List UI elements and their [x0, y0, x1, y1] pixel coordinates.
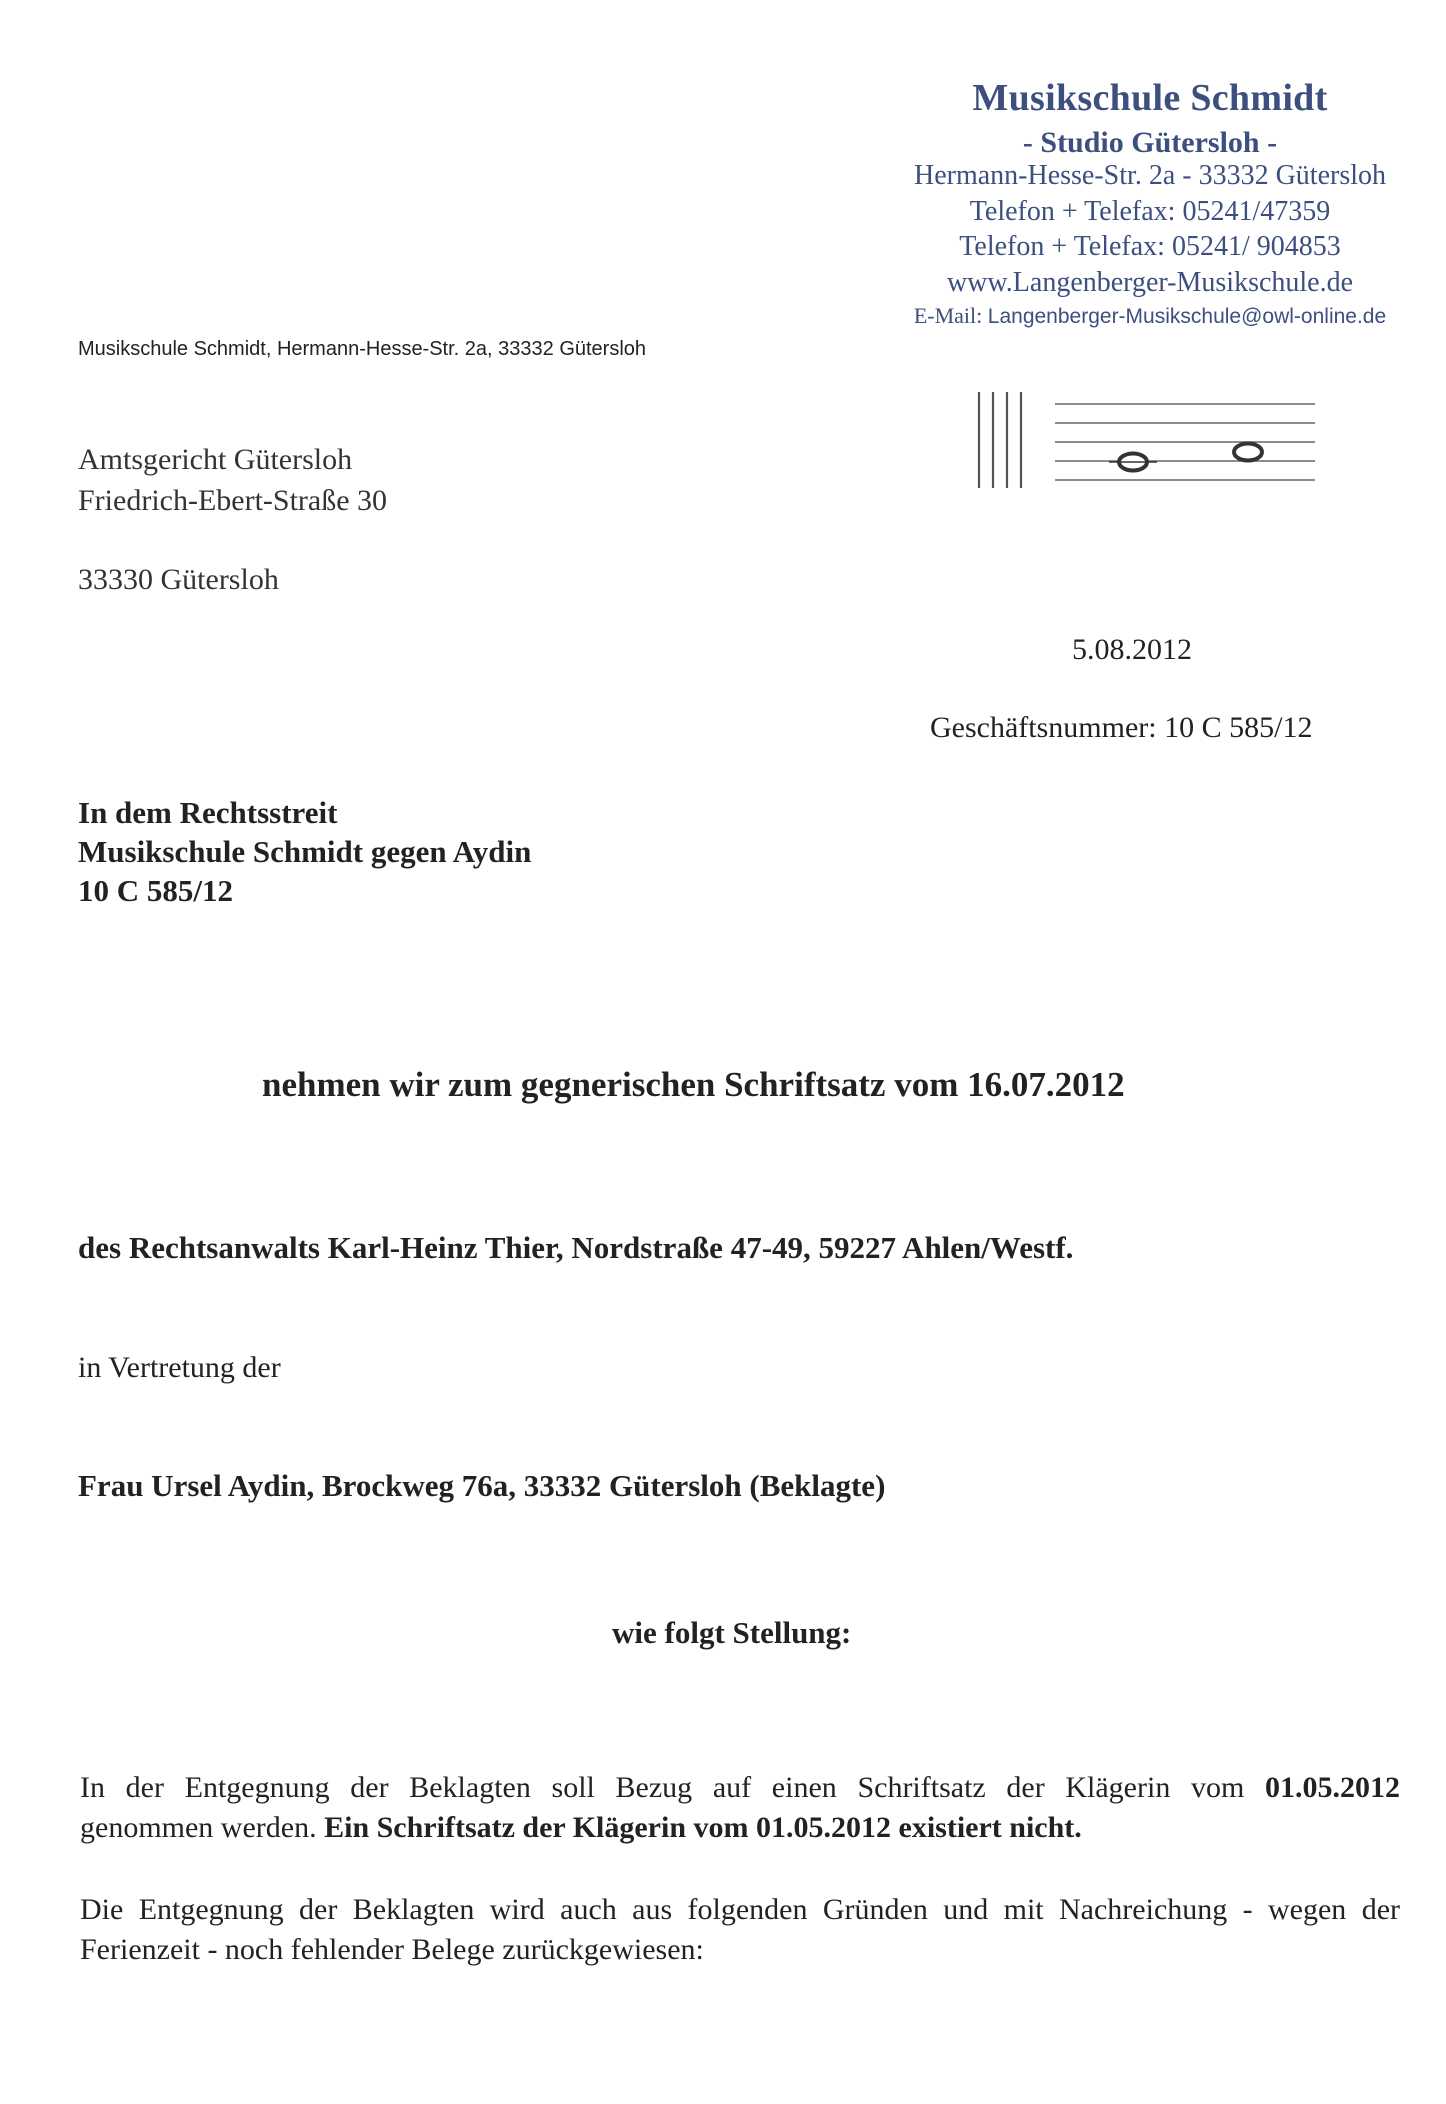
school-website: www.Langenberger-Musikschule.de	[946, 267, 1354, 298]
paragraph-2	[80, 1890, 1400, 1970]
statement-intro: nehmen wir zum gegnerischen Schriftsatz vom 16.07.2012	[262, 1065, 1125, 1104]
recipient-city: 33330 Gütersloh	[78, 563, 279, 596]
paragraph-1-emphasis: Ein Schriftsatz der Klägerin vom 01.05.2012 existiert nicht.	[324, 1811, 1082, 1844]
paragraph-1-line-2	[80, 1808, 1400, 1848]
case-heading-line3: 10 C 585/12	[78, 873, 233, 908]
studio-name: - Studio Gütersloh -	[1022, 126, 1278, 159]
case-heading-line2: Musikschule Schmidt gegen Aydin	[78, 834, 532, 869]
school-address: Hermann-Hesse-Str. 2a - 33332 Gütersloh	[913, 160, 1386, 191]
representation-text: in Vertretung der	[78, 1351, 281, 1384]
school-name: Musikschule Schmidt	[972, 77, 1328, 119]
opposing-lawyer: des Rechtsanwalts Karl-Heinz Thier, Nordstraße 47-49, 59227 Ahlen/Westf.	[78, 1230, 1074, 1265]
school-email	[850, 303, 1446, 329]
case-heading-line1: In dem Rechtsstreit	[78, 795, 338, 830]
paragraph-1-line-1	[80, 1768, 1400, 1808]
as-follows-heading: wie folgt Stellung:	[612, 1615, 852, 1650]
paragraph-1	[80, 1768, 1400, 1848]
email-label: E-Mail:	[913, 303, 988, 328]
paragraph-2-line-2: Ferienzeit - noch fehlender Belege zurückgewiesen:	[80, 1933, 704, 1966]
school-phone-1: Telefon + Telefax: 05241/47359	[969, 196, 1331, 227]
paragraph-1-text-2: genommen werden.	[80, 1811, 325, 1844]
recipient-name: Amtsgericht Gütersloh	[78, 443, 353, 476]
music-staff-logo-icon	[975, 390, 1315, 495]
paragraph-2-line-1: Die Entgegnung der Beklagten wird auch aus folgenden Gründen und mit Nachreichung - wegen der	[80, 1893, 1400, 1926]
defendant: Frau Ursel Aydin, Brockweg 76a, 33332 Gütersloh (Beklagte)	[78, 1468, 886, 1503]
school-phone-2: Telefon + Telefax: 05241/ 904853	[959, 231, 1341, 262]
paragraph-1-date: 01.05.2012	[1265, 1771, 1400, 1804]
recipient-street: Friedrich-Ebert-Straße 30	[78, 484, 388, 517]
return-address: Musikschule Schmidt, Hermann-Hesse-Str. 2a, 33332 Gütersloh	[78, 338, 647, 360]
email-address: Langenberger-Musikschule@owl-online.de	[987, 305, 1387, 328]
letter-date: 5.08.2012	[1072, 633, 1192, 666]
paragraph-1-text: In der Entgegnung der Beklagten soll Bezug auf einen Schriftsatz der Klägerin vom	[80, 1771, 1265, 1804]
case-reference: Geschäftsnummer: 10 C 585/12	[930, 711, 1313, 744]
